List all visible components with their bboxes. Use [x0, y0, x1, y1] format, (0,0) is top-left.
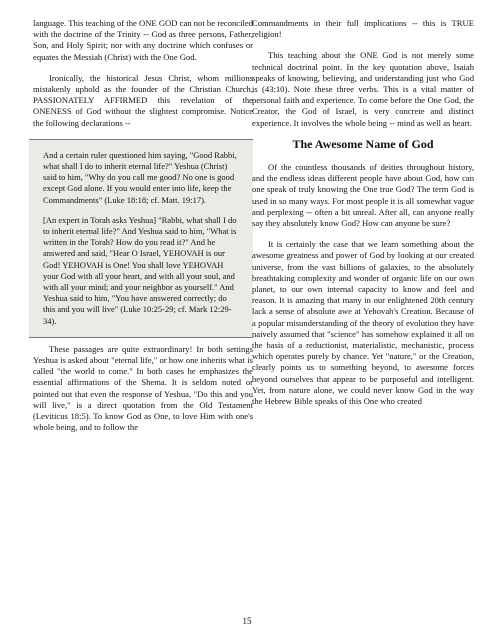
right-column — [252, 18, 474, 417]
paragraph: It is certainly the case that we learn something about the awesome greatness and power of God by looking at our created universe, from the vast billions of galaxies, to the absolutely breathtaking complexity and wonder of organic life on our own planet, to our own internal capacity to know and feel and reason. It is amazing that many in our enlightened 20th century lack a sense of absolute awe at Yehovah's Creation. Because of a popular misunderstanding of the theory of evolution they have naively assumed that "science" has somehow explained it all on the basis of a reductionist, materialistic, mechanistic, process which operates purely by chance. Yet "nature," or the Creation, clearly points us to something beyond, to awesome forces beyond ourselves that appear to be purposeful and intelligent. Yet, from nature alone, we could never know God in the way the Hebrew Bible speaks of this One who created — [252, 239, 474, 407]
paragraph: Of the countless thousands of deities throughout history, and the endless ideas different people have about God, how can one speak of truly knowing the One true God? The term God is used in so many ways. For most people it is all somewhat vague and perplexing -- often a bit unreal. After all, can anyone really say they absolutely know God? How can anyone be sure? — [252, 162, 474, 229]
page-number: 15 — [242, 616, 252, 626]
paragraph: Commandments in their full implications -- this is TRUE religion! — [252, 18, 474, 40]
paragraph: This teaching about the ONE God is not merely some technical doctrinal point. In the key quotation above, Isaiah speaks of knowing, believing, and understanding just who God is (43:10). Note these three verbs. This is a vital matter of personal faith and experience. To come before the One God, the Creator, the God of Israel, is very concrete and distinct experience. It involves the whole being -- mind as well as heart. — [252, 50, 474, 128]
paragraph: These passages are quite extraordinary! In both settings Yeshua is asked about "eternal life," or how one inherits what is called "the world to come." In both cases he emphasizes the essential affirmations of the Shema. It is seldom noted or pointed out that even the response of Yeshua, "Do this and you will live," is a direct quotation from the Old Testament (Leviticus 18:5). To know God as One, to love Him with one's whole being, and to follow the — [33, 343, 253, 433]
section-heading: The Awesome Name of God — [292, 136, 434, 151]
paragraph: Ironically, the historical Jesus Christ, whom millions mistakenly uphold as the founder of the Christian Church, PASSIONATELY AFFIRMED this revelation of the ONENESS of God without the slightest compromise. Notice the following declarations -- — [33, 72, 253, 128]
scripture-quote: [An expert in Torah asks Yeshua] "Rabbi, what shall I do to inherit eternal life?" And Yeshua said to him, "What is written in the Torah? How do you read it?" And he answered and said, "Hear O Israel, YEHOVAH is our God! YEHOVAH is One! You shall love YEHOVAH your God with all your heart, and with all your soul, and with all your mind; and your neighbor as yourself." And Yeshua said to him, "You have answered correctly; do this and you will live" (Luke 10:25-29; cf. Mark 12:29-34). — [43, 214, 237, 326]
scripture-quote: And a certain ruler questioned him saying, "Good Rabbi, what shall I do to inherit eternal life?" Yeshua (Christ) said to him, "Why do you call me good? No one is good except God alone. If you would enter into life, keep the Commandments" (Luke 18:18; cf. Matt. 19:17). — [43, 149, 237, 205]
paragraph: language. This teaching of the ONE GOD can not be reconciled with the doctrine of the Trinity -- God as three persons, Father, Son, and Holy Spirit; nor with any doctrine which confuses or equates the Messiah (Christ) with the One God. — [33, 18, 253, 62]
left-column — [33, 18, 253, 444]
scripture-quote-box — [29, 139, 253, 338]
